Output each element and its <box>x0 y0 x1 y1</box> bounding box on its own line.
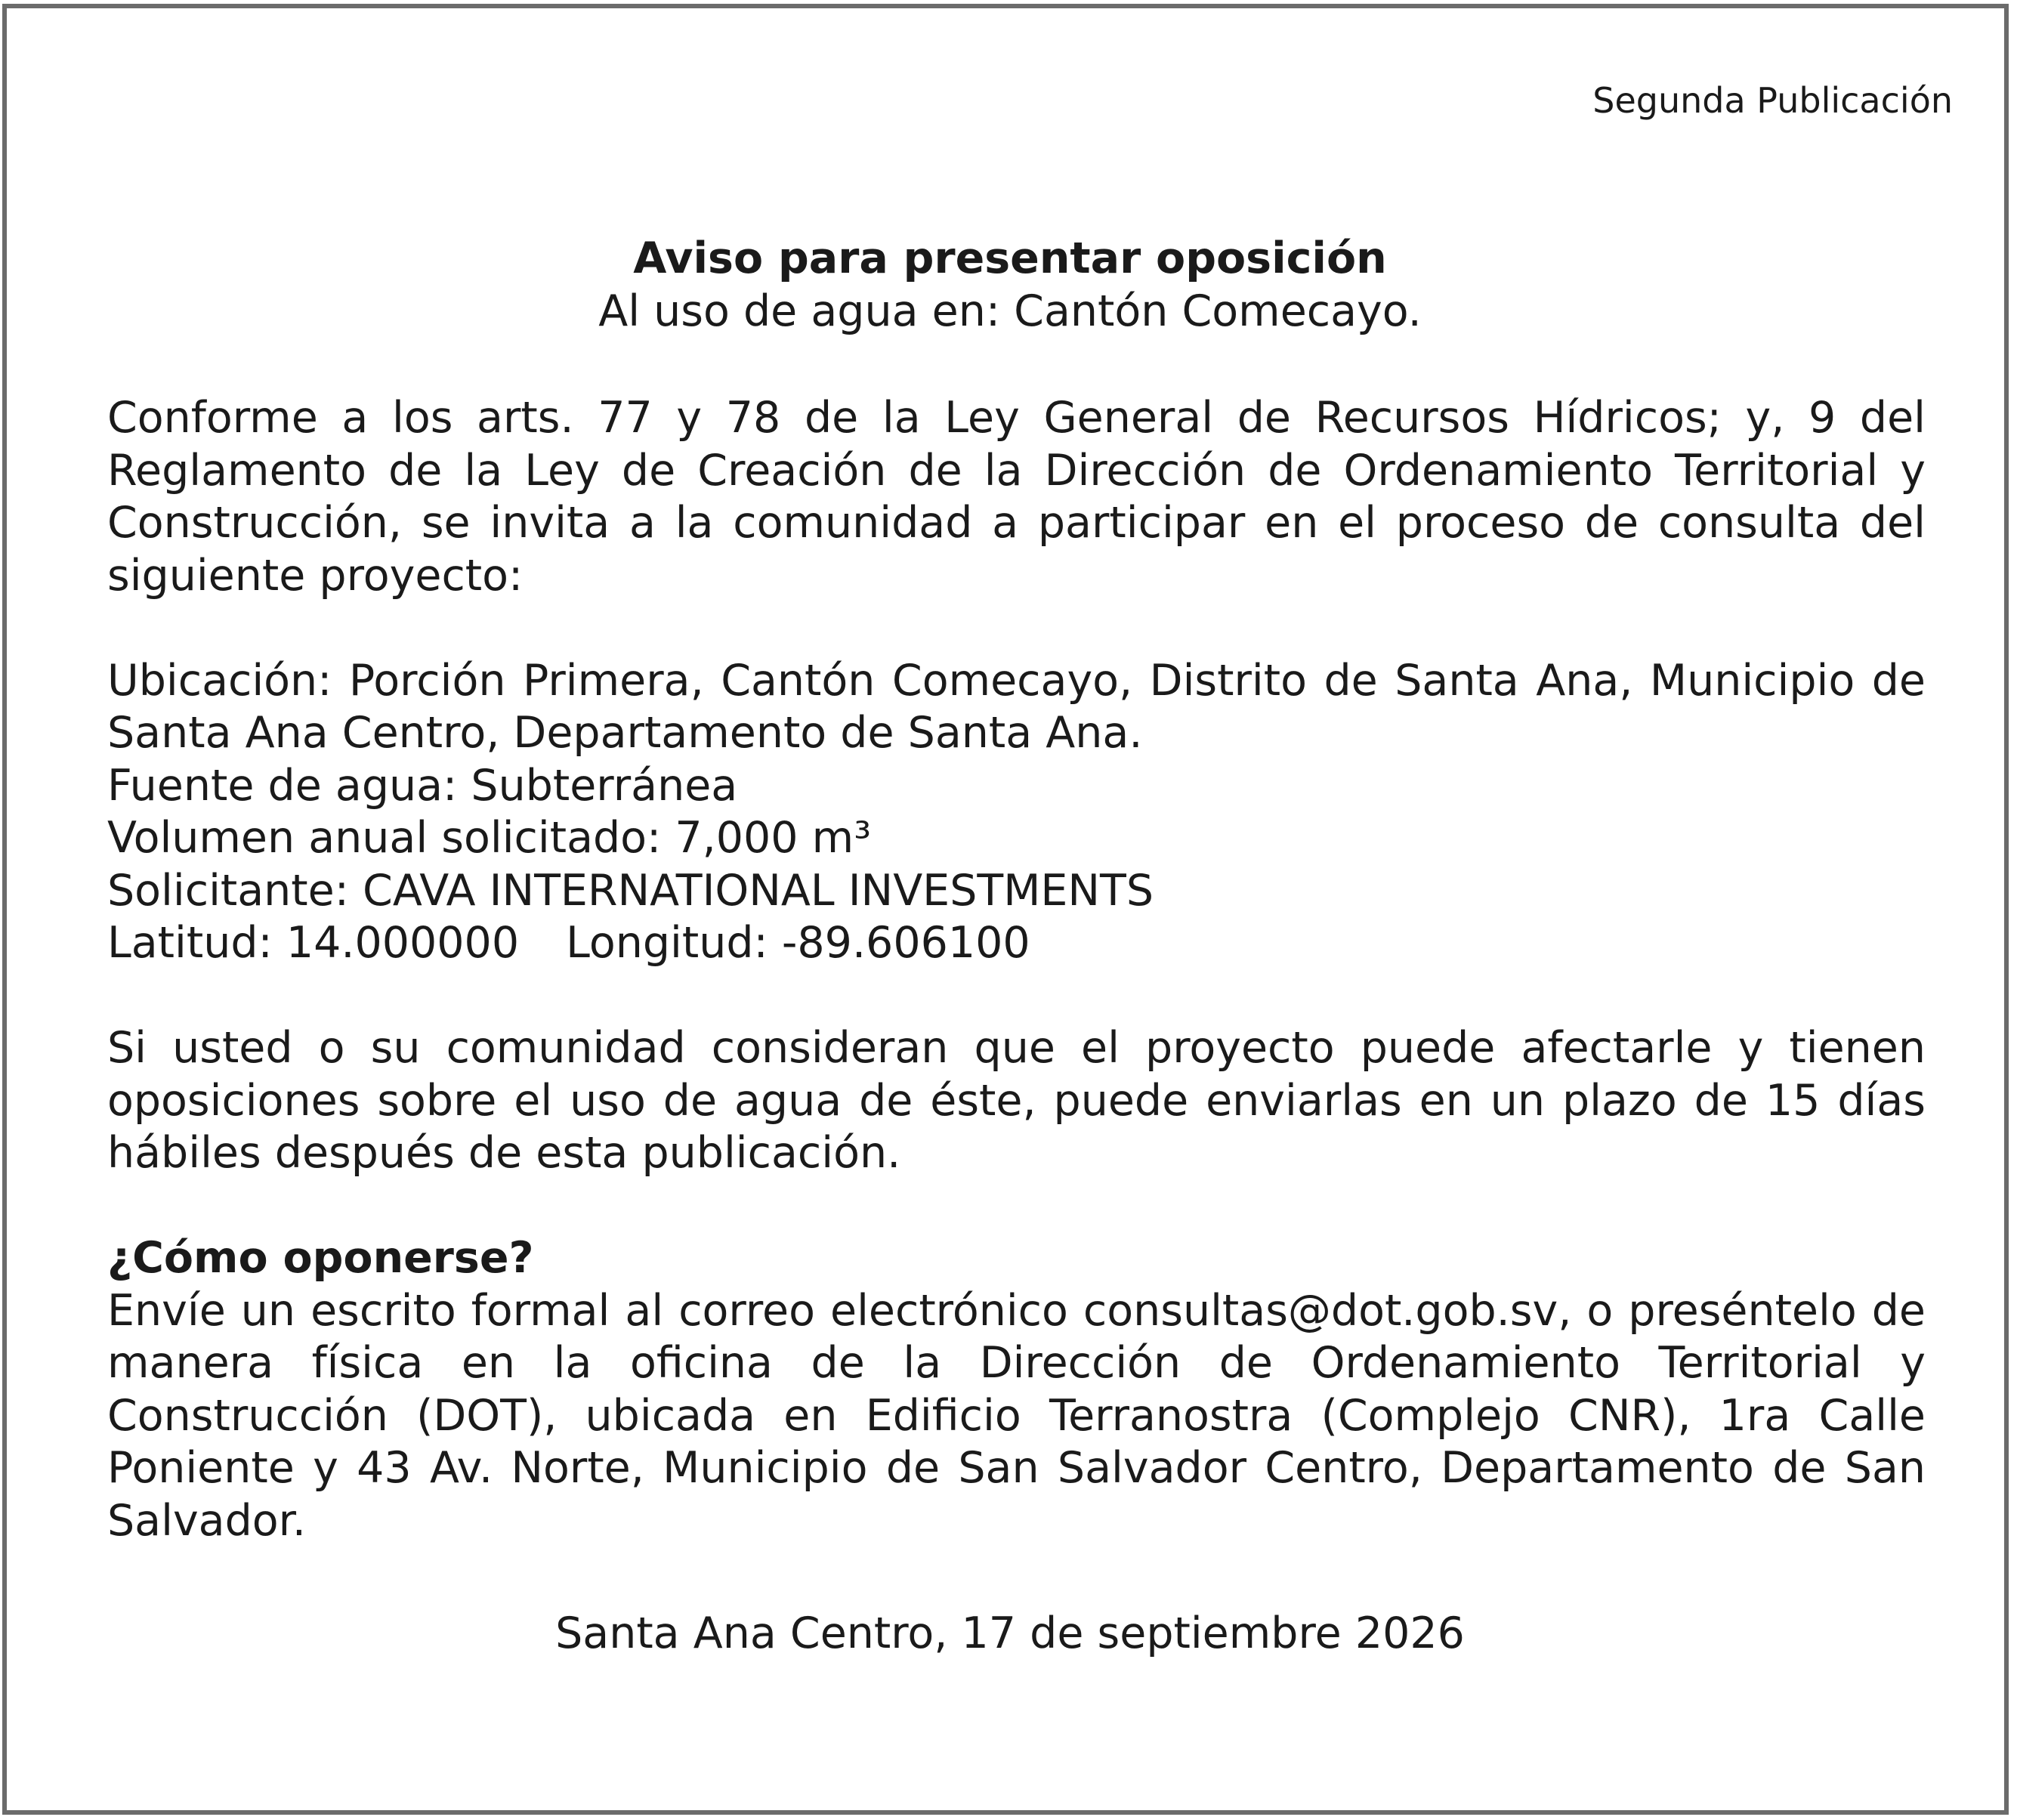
longitude-value: Longitud: -89.606100 <box>566 918 1030 968</box>
place-and-date: Santa Ana Centro, 17 de septiembre 2026 <box>555 1608 1465 1658</box>
latitude-value: Latitud: 14.000000 <box>107 918 520 968</box>
intro-paragraph: Conforme a los arts. 77 y 78 de la Ley General de Recursos Hídricos; y, 9 del Reglamento de la Ley de Creación de la Dirección de Ordenamiento Territorial y Construcción, se invita a la comunidad a participar en el proceso de consulta del siguiente proyecto: <box>107 393 1926 601</box>
notice-frame <box>2 4 2009 1815</box>
spacer <box>107 1180 1926 1233</box>
spacer <box>107 602 1926 655</box>
opposition-paragraph: Si usted o su comunidad consideran que el proyecto puede afectarle y tienen oposiciones sobre el uso de agua de éste, puede enviarlas en un plazo de 15 días hábiles después de esta publicación. <box>107 1023 1926 1178</box>
spacer <box>107 970 1926 1023</box>
publication-label: Segunda Publicación <box>1592 80 1953 121</box>
notice-subtitle: Al uso de agua en: Cantón Comecayo. <box>598 286 1422 336</box>
water-source-line: Fuente de agua: Subterránea <box>107 760 738 811</box>
annual-volume-line: Volumen anual solicitado: 7,000 m³ <box>107 813 872 863</box>
applicant-line: Solicitante: CAVA INTERNATIONAL INVESTMENTS <box>107 865 1154 916</box>
notice-body <box>107 392 1926 1547</box>
how-to-oppose-paragraph: Envíe un escrito formal al correo electrónico consultas@dot.gob.sv, o preséntelo de manera física en la oficina de la Dirección de Ordenamiento Territorial y Construcción (DOT), ubicada en Edificio Terranostra (Complejo CNR), 1ra Calle Poniente y 43 Av. Norte, Municipio de San Salvador Centro, Departamento de San Salvador. <box>107 1285 1926 1546</box>
location-line: Ubicación: Porción Primera, Cantón Comecayo, Distrito de Santa Ana, Municipio de Santa Ana Centro, Departamento de Santa Ana. <box>107 655 1926 758</box>
how-to-oppose-heading: ¿Cómo oponerse? <box>107 1233 534 1283</box>
coordinates-line <box>107 917 1926 970</box>
notice-title: Aviso para presentar oposición <box>633 233 1387 283</box>
